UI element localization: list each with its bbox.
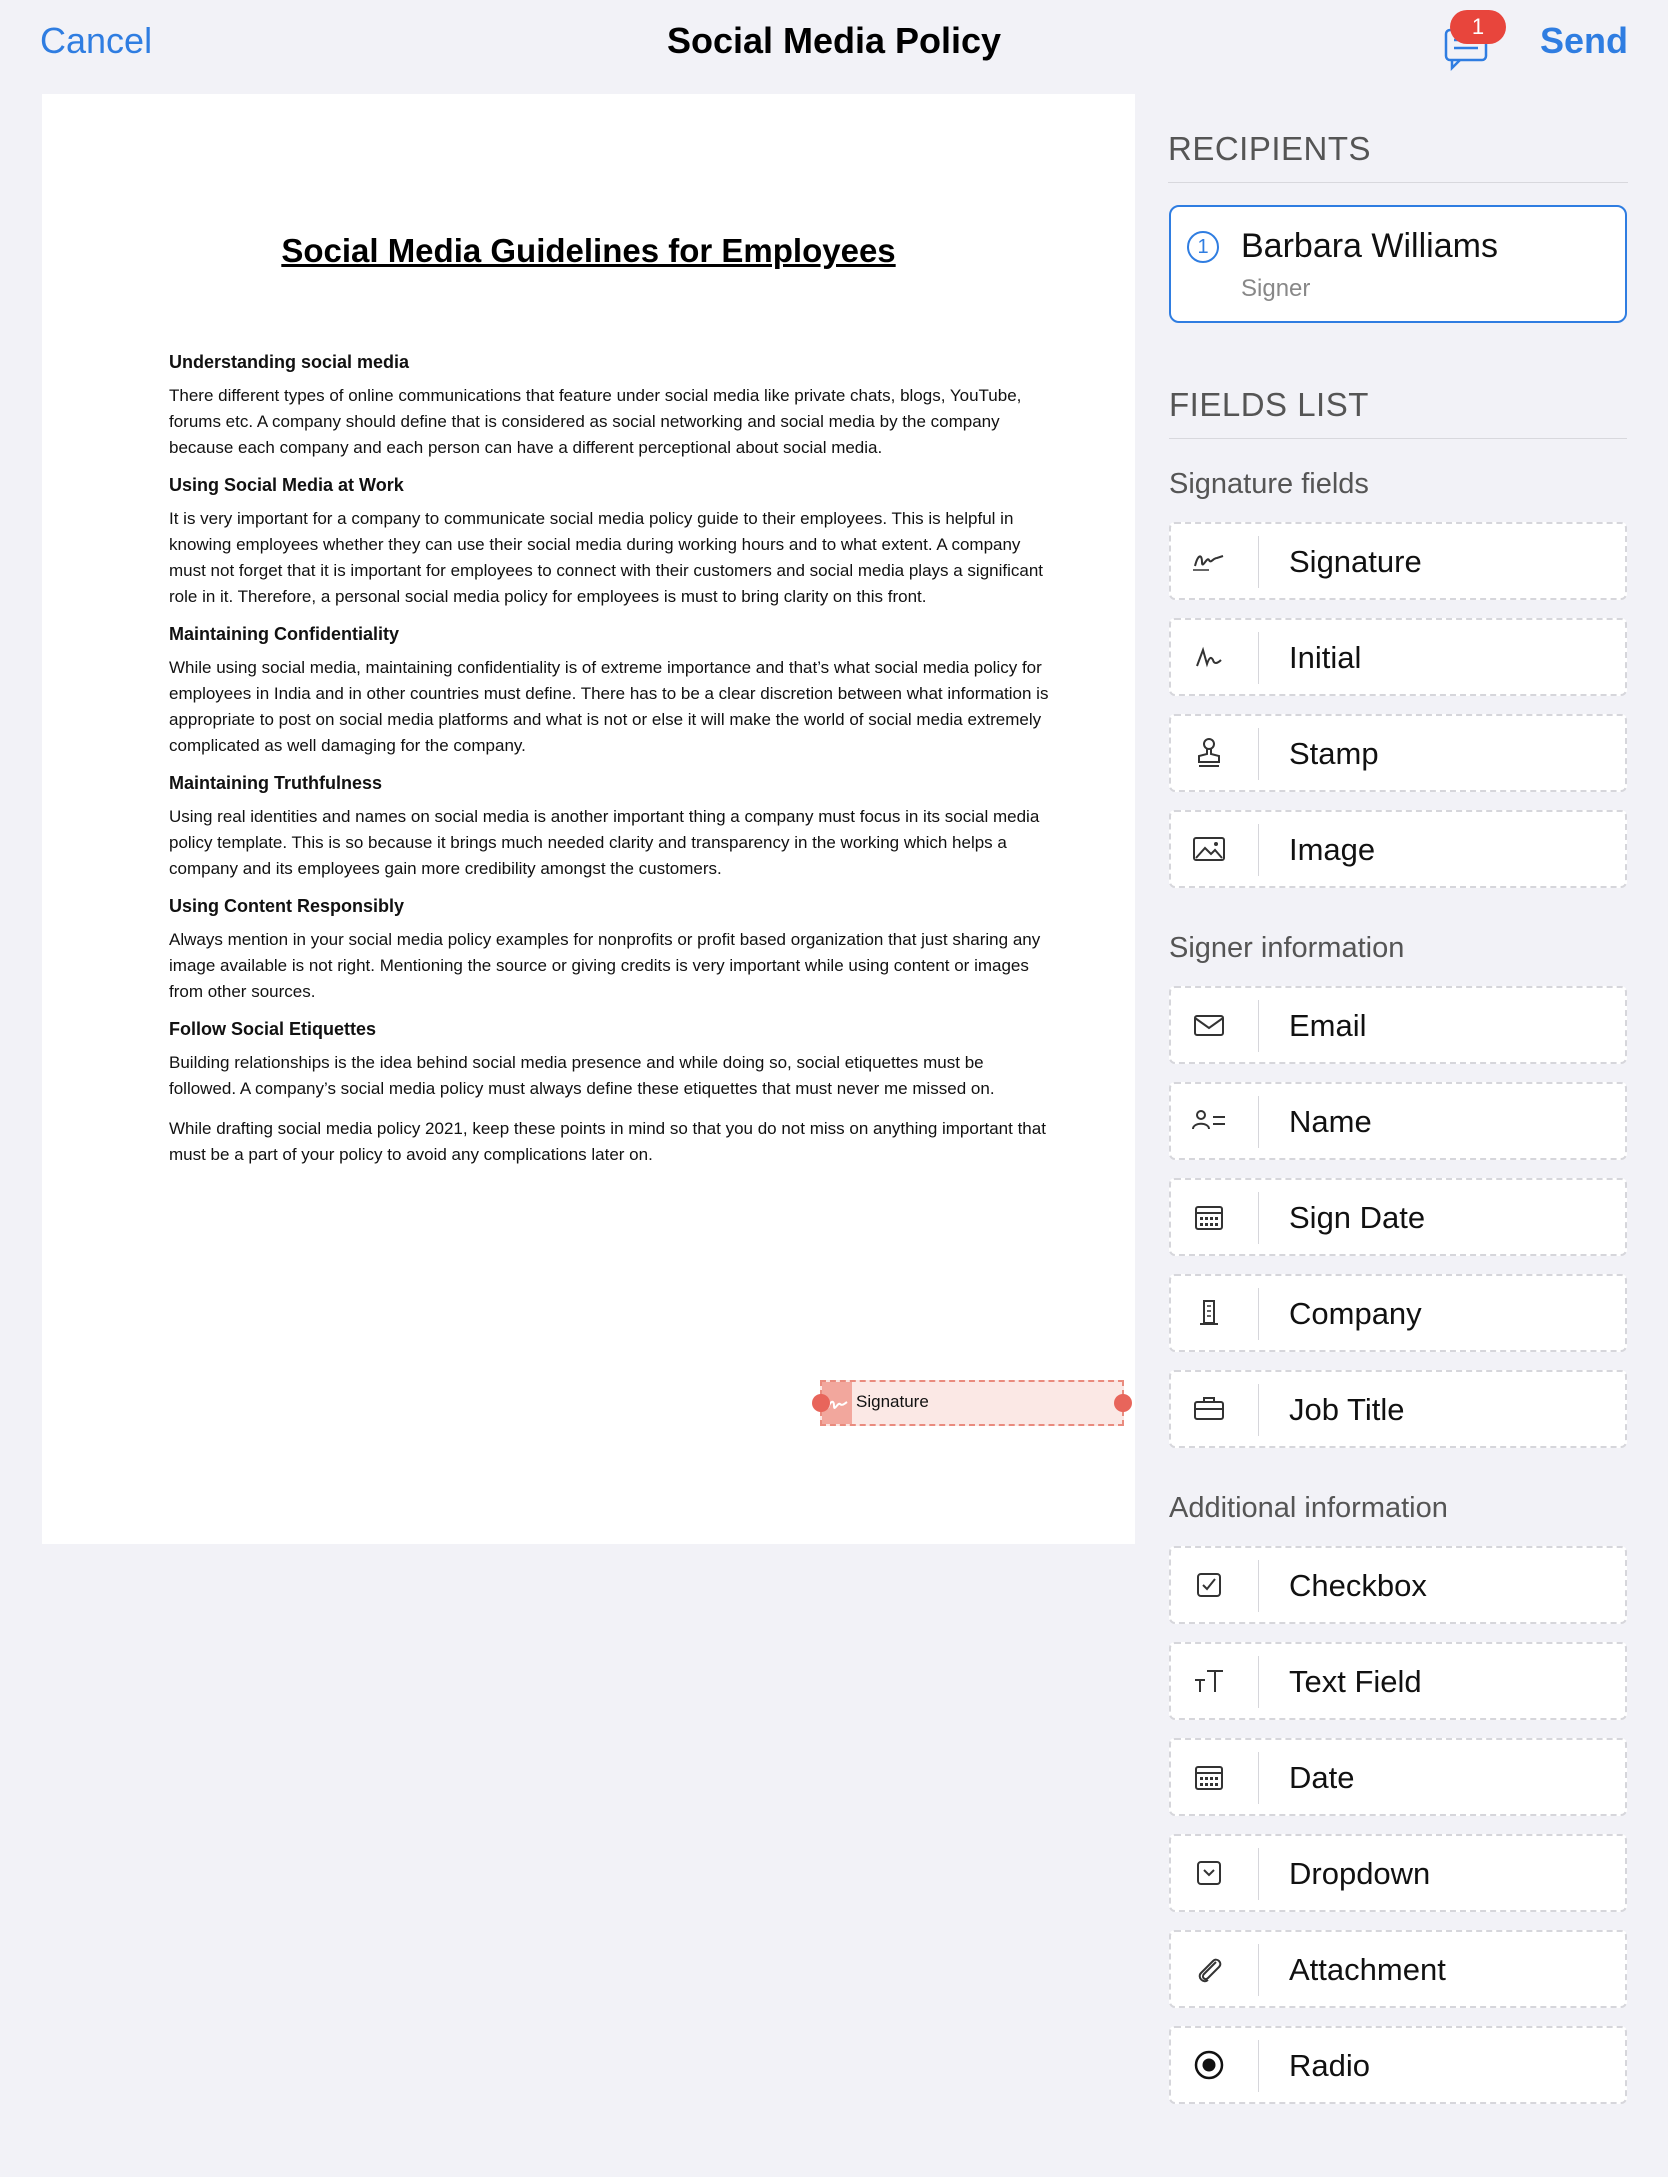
- calendar-icon: [1189, 1198, 1229, 1236]
- section-paragraph: Building relationships is the idea behind social media presence and while doing so, social etiquettes must be followed. A company’s social media policy must always define these etiquettes that must never me missed on.: [169, 1053, 995, 1098]
- field-company[interactable]: [1169, 1274, 1627, 1352]
- field-job-title[interactable]: [1169, 1370, 1627, 1448]
- section-paragraph: It is very important for a company to communicate social media policy guide to their employees. This is helpful in knowing employees whether they can use their social media during working hours and to what extent. A company must not forget that it is important for employees to connect with their customers and social media plays a significant role in it. Therefore, a personal social media policy for employees is must to bring clarity on this front.: [169, 509, 1044, 606]
- divider: [1258, 1656, 1259, 1708]
- divider: [1258, 1384, 1259, 1436]
- divider: [1258, 1752, 1259, 1804]
- divider: [1258, 1096, 1259, 1148]
- field-dropdown[interactable]: [1169, 1834, 1627, 1912]
- field-name[interactable]: [1169, 1082, 1627, 1160]
- page-title: Social Media Policy: [666, 20, 1002, 61]
- resize-handle-right[interactable]: [1114, 1394, 1132, 1412]
- section-paragraph: There different types of online communications that feature under social media like private chats, blogs, YouTube, forums etc. A company should define that is considered as social networking and social media by the company because each company and each person can have a different perceptional about social media.: [169, 386, 1022, 457]
- text-field-icon: [1189, 1662, 1229, 1700]
- divider: [1258, 1944, 1259, 1996]
- fields-list-heading: FIELDS LIST: [1169, 386, 1369, 423]
- field-label: Attachment: [1289, 1952, 1446, 1987]
- resize-handle-left[interactable]: [812, 1394, 830, 1412]
- field-attachment[interactable]: [1169, 1930, 1627, 2008]
- divider: [1258, 728, 1259, 780]
- checkbox-icon: [1189, 1566, 1229, 1604]
- field-text-field[interactable]: [1169, 1642, 1627, 1720]
- name-icon: [1189, 1102, 1229, 1140]
- field-label: Company: [1289, 1296, 1422, 1331]
- field-label: Name: [1289, 1104, 1372, 1139]
- section-paragraph: While drafting social media policy 2021, keep these points in mind so that you do not miss on anything important that must be a part of your policy to avoid any complications later on.: [169, 1119, 1046, 1164]
- field-label: Checkbox: [1289, 1568, 1427, 1603]
- placed-field-label: Signature: [856, 1392, 929, 1411]
- field-label: Email: [1289, 1008, 1367, 1043]
- briefcase-icon: [1189, 1390, 1229, 1428]
- field-date[interactable]: [1169, 1738, 1627, 1816]
- section-paragraph: Always mention in your social media policy examples for nonprofits or profit based organization that just sharing any image available is not right. Mentioning the source or giving credits is very important while using content or images from other sources.: [169, 930, 1041, 1001]
- divider: [1258, 2040, 1259, 2092]
- section-heading: Maintaining Confidentiality: [169, 624, 399, 644]
- placed-signature-field[interactable]: [820, 1380, 1124, 1426]
- section-heading: Follow Social Etiquettes: [169, 1019, 377, 1039]
- document-body: [169, 352, 1049, 1182]
- field-image[interactable]: [1169, 810, 1627, 888]
- recipient-name: Barbara Williams: [1241, 227, 1498, 265]
- initial-icon: [1189, 638, 1229, 676]
- recipient-role: Signer: [1241, 275, 1311, 302]
- divider: [1258, 536, 1259, 588]
- field-label: Dropdown: [1289, 1856, 1431, 1891]
- document-title: Social Media Guidelines for Employees: [281, 232, 896, 269]
- send-button[interactable]: Send: [1539, 20, 1628, 61]
- recipient-card[interactable]: [1169, 205, 1627, 323]
- image-icon: [1189, 830, 1229, 868]
- divider: [1168, 182, 1628, 183]
- divider: [1258, 1848, 1259, 1900]
- divider: [1258, 1560, 1259, 1612]
- group-label-additional-information: Additional information: [1169, 1492, 1448, 1524]
- field-email[interactable]: [1169, 986, 1627, 1064]
- field-label: Date: [1289, 1760, 1355, 1795]
- top-bar: [0, 0, 1668, 90]
- field-label: Stamp: [1289, 736, 1379, 771]
- divider: [1258, 1288, 1259, 1340]
- section-paragraph: Using real identities and names on social media is another important thing a company must focus in its social media policy template. This is so because it brings much needed clarity and transparency in the working which helps a company and its employees gain more credibility amongst the customers.: [169, 807, 1040, 878]
- group-label-signer-information: Signer information: [1169, 932, 1405, 964]
- signature-icon: [1189, 542, 1229, 580]
- field-initial[interactable]: [1169, 618, 1627, 696]
- document-page: [42, 94, 1135, 1544]
- company-icon: [1189, 1294, 1229, 1332]
- field-label: Job Title: [1289, 1392, 1405, 1427]
- field-label: Image: [1289, 832, 1376, 867]
- field-label: Signature: [1289, 544, 1422, 579]
- calendar-icon: [1189, 1758, 1229, 1796]
- notification-badge: 1: [1450, 10, 1506, 44]
- field-label: Text Field: [1289, 1664, 1422, 1699]
- paperclip-icon: [1189, 1950, 1229, 1988]
- stamp-icon: [1189, 734, 1229, 772]
- field-label: Initial: [1289, 640, 1362, 675]
- recipient-number: 1: [1187, 231, 1219, 263]
- divider: [1258, 632, 1259, 684]
- field-radio[interactable]: [1169, 2026, 1627, 2104]
- section-paragraph: While using social media, maintaining confidentiality is of extreme importance and that’s what social media policy for employees in India and in other countries must define. There has to be a clear discretion between what information is appropriate to post on social media platforms and what is not or else it will make the world of social media extremely complicated as well damaging for the company.: [169, 658, 1049, 755]
- field-label: Sign Date: [1289, 1200, 1426, 1235]
- field-stamp[interactable]: [1169, 714, 1627, 792]
- radio-icon: [1189, 2046, 1229, 2084]
- side-panel: [1168, 94, 1628, 183]
- divider: [1169, 438, 1627, 439]
- field-label: Radio: [1289, 2048, 1370, 2083]
- email-icon: [1189, 1006, 1229, 1044]
- section-heading: Understanding social media: [169, 352, 410, 372]
- fields-list-header: [1169, 386, 1627, 439]
- dropdown-icon: [1189, 1854, 1229, 1892]
- group-label-signature-fields: Signature fields: [1169, 468, 1369, 500]
- section-heading: Using Content Responsibly: [169, 896, 405, 916]
- divider: [1258, 824, 1259, 876]
- section-heading: Maintaining Truthfulness: [169, 773, 383, 793]
- field-checkbox[interactable]: [1169, 1546, 1627, 1624]
- section-heading: Using Social Media at Work: [169, 475, 404, 495]
- field-sign-date[interactable]: [1169, 1178, 1627, 1256]
- field-signature[interactable]: [1169, 522, 1627, 600]
- cancel-button[interactable]: Cancel: [40, 20, 153, 61]
- divider: [1258, 1192, 1259, 1244]
- recipients-heading: RECIPIENTS: [1168, 130, 1372, 167]
- divider: [1258, 1000, 1259, 1052]
